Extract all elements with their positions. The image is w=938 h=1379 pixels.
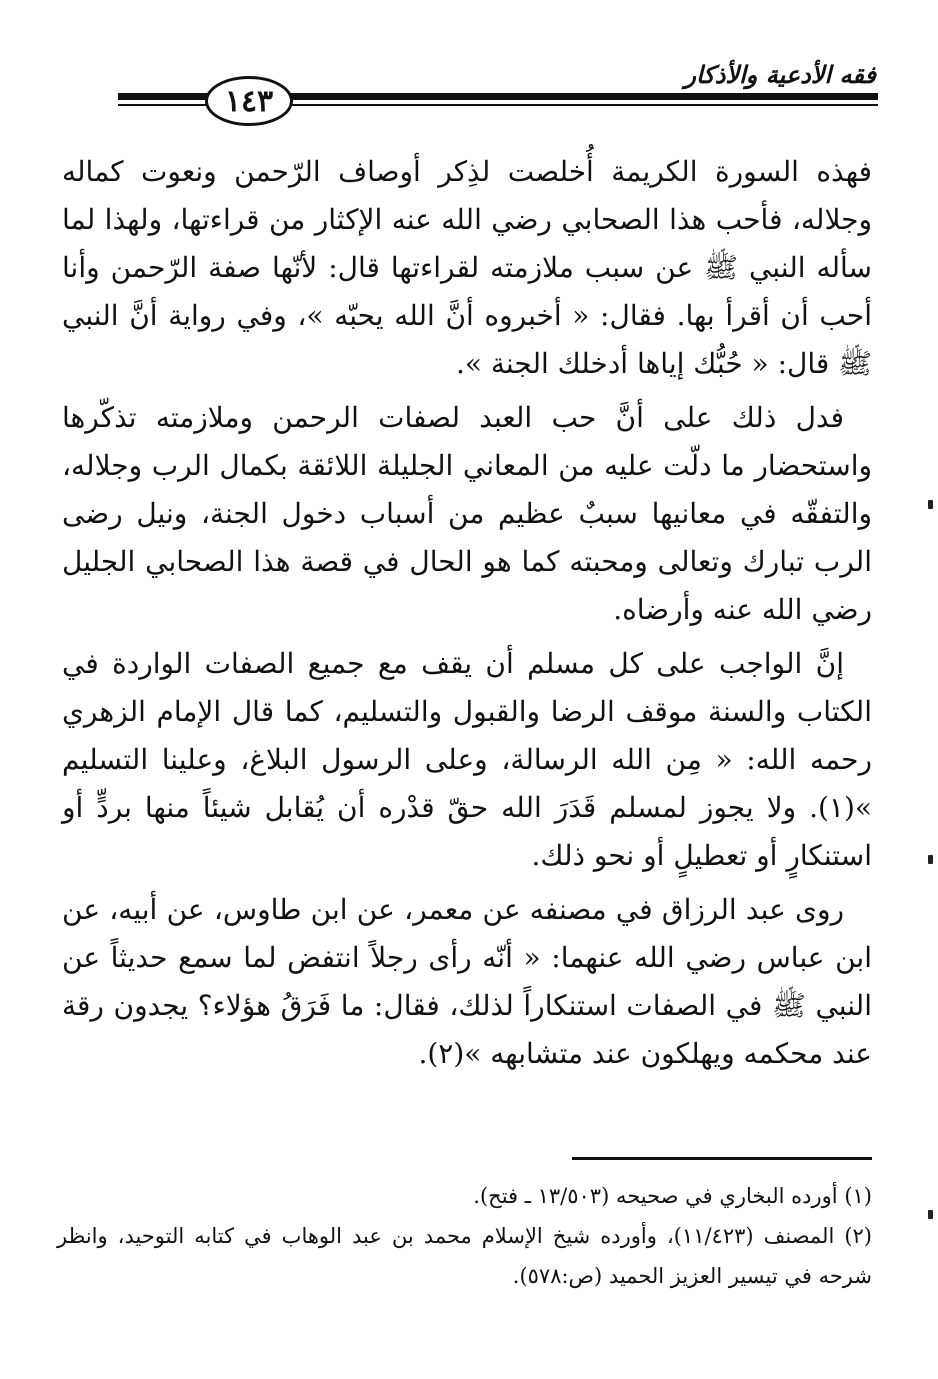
footnote-2: (٢) المصنف (١١/٤٢٣)، وأورده شيخ الإسلام محمد بن عبد الوهاب في كتابه التوحيد، وانظر شرحه في تيسير العزيز الحميد (ص:٥٧٨).	[57, 1224, 872, 1288]
footnote-1: (١) أورده البخاري في صحيحه (١٣/٥٠٣ ـ فتح).	[473, 1184, 872, 1208]
body-text	[62, 148, 872, 1078]
paragraph-4: روى عبد الرزاق في مصنفه عن معمر، عن ابن طاوس، عن أبيه، عن ابن عباس رضي الله عنهما: « أنّه رأى رجلاً انتفض لما سمع حديثاً عن النبي ﷺ في الصفات استنكاراً لذلك، فقال: ما فَرَقُ هؤلاء؟ يجدون رقة عند محكمه ويهلكون عند متشابهه »(٢).	[62, 893, 872, 1070]
scan-speck	[928, 855, 933, 864]
scan-speck	[928, 1210, 933, 1219]
scan-speck	[928, 500, 933, 509]
paragraph-3: إنَّ الواجب على كل مسلم أن يقف مع جميع الصفات الواردة في الكتاب والسنة موقف الرضا والقبول والتسليم، كما قال الإمام الزهري رحمه الله: « مِن الله الرسالة، وعلى الرسول البلاغ، وعلينا التسليم »(١). ولا يجوز لمسلم قَدَرَ الله حقّ قدْره أن يُقابل شيئاً منها بردٍّ أو استنكارٍ أو تعطيلٍ أو نحو ذلك.	[62, 647, 873, 872]
page-number: ١٤٣	[205, 76, 293, 126]
footnotes	[57, 1176, 872, 1296]
footnote-separator	[572, 1157, 872, 1160]
paragraph-1: فهذه السورة الكريمة أُخلصت لذِكر أوصاف الرّحمن ونعوت كماله وجلاله، فأحب هذا الصحابي رضي الله عنه الإكثار من قراءتها، ولهذا لما سأله النبي ﷺ عن سبب ملازمته لقراءتها قال: لأنّها صفة الرّحمن وأنا أحب أن أقرأ بها. فقال: « أخبروه أنَّ الله يحبّه »، وفي رواية أنَّ النبي ﷺ قال: « حُبُّك إياها أدخلك الجنة ».	[62, 155, 872, 380]
running-title: فقه الأدعية والأذكار	[684, 60, 876, 89]
paragraph-2: فدل ذلك على أنَّ حب العبد لصفات الرحمن وملازمته تذكّرها واستحضار ما دلّت عليه من المعاني الجليلة اللائقة بكمال الرب وجلاله، والتفقّه في معانيها سببٌ عظيم من أسباب دخول الجنة، ونيل رضى الرب تبارك وتعالى ومحبته كما هو الحال في قصة هذا الصحابي الجليل رضي الله عنه وأرضاه.	[62, 401, 872, 626]
